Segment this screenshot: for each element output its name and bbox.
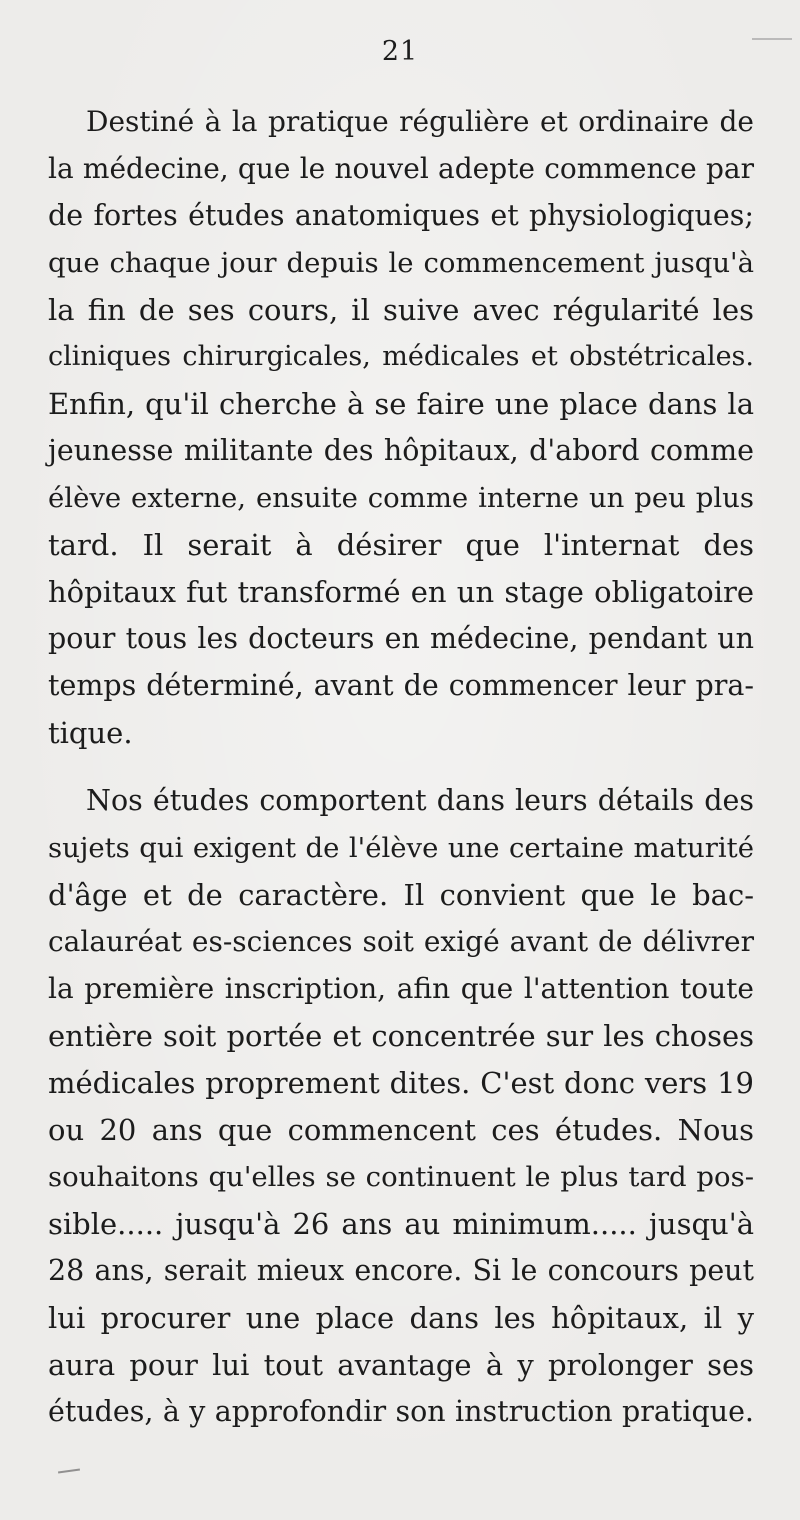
text-line: que chaque jour depuis le commencement jusqu'à — [48, 247, 754, 279]
text-line: médicales proprement dites. C'est donc vers 19 — [48, 1066, 754, 1100]
text-line: Nos études comportent dans leurs détails des — [86, 784, 754, 817]
text-line: souhaitons qu'elles se continuent le plus tard pos- — [48, 1161, 754, 1193]
text-line: d'âge et de caractère. Il convient que le bac- — [48, 878, 754, 912]
text-line: cliniques chirurgicales, médicales et obstétricales. — [48, 341, 754, 372]
text-line: la première inscription, afin que l'attention toute — [48, 972, 754, 1005]
text-line: lui procurer une place dans les hôpitaux, il y — [48, 1301, 754, 1335]
text-line: hôpitaux fut transformé en un stage obligatoire — [48, 575, 754, 609]
page-number: 21 — [381, 36, 419, 67]
text-line: la médecine, que le nouvel adepte commence par — [48, 152, 754, 185]
text-line: 28 ans, serait mieux encore. Si le concours peut — [48, 1254, 754, 1287]
text-line: la fin de ses cours, il suive avec régularité les — [48, 293, 754, 327]
text-line: études, à y approfondir son instruction pratique. — [48, 1395, 754, 1428]
scan-artifact-mark — [58, 1468, 80, 1473]
text-line: entière soit portée et concentrée sur les choses — [48, 1019, 754, 1053]
text-line: ou 20 ans que commencent ces études. Nous — [48, 1113, 754, 1147]
text-line: de fortes études anatomiques et physiologiques; — [48, 199, 754, 232]
text-line: Enfin, qu'il cherche à se faire une place dans la — [48, 387, 754, 421]
text-line: aura pour lui tout avantage à y prolonger ses — [48, 1348, 754, 1382]
text-line: sible..... jusqu'à 26 ans au minimum..... jusqu'à — [48, 1207, 754, 1241]
text-line: calauréat es-sciences soit exigé avant de délivrer — [48, 925, 754, 958]
text-line: sujets qui exigent de l'élève une certaine maturité — [48, 832, 754, 864]
text-line: tard. Il serait à désirer que l'internat des — [48, 528, 754, 562]
text-line: Destiné à la pratique régulière et ordinaire de — [86, 105, 754, 138]
text-line: élève externe, ensuite comme interne un peu plus — [48, 482, 754, 514]
text-line: tique. — [48, 716, 133, 750]
text-line: jeunesse militante des hôpitaux, d'abord comme — [48, 434, 754, 467]
text-line: temps déterminé, avant de commencer leur pra- — [48, 669, 754, 702]
text-line: pour tous les docteurs en médecine, pendant un — [48, 622, 754, 655]
